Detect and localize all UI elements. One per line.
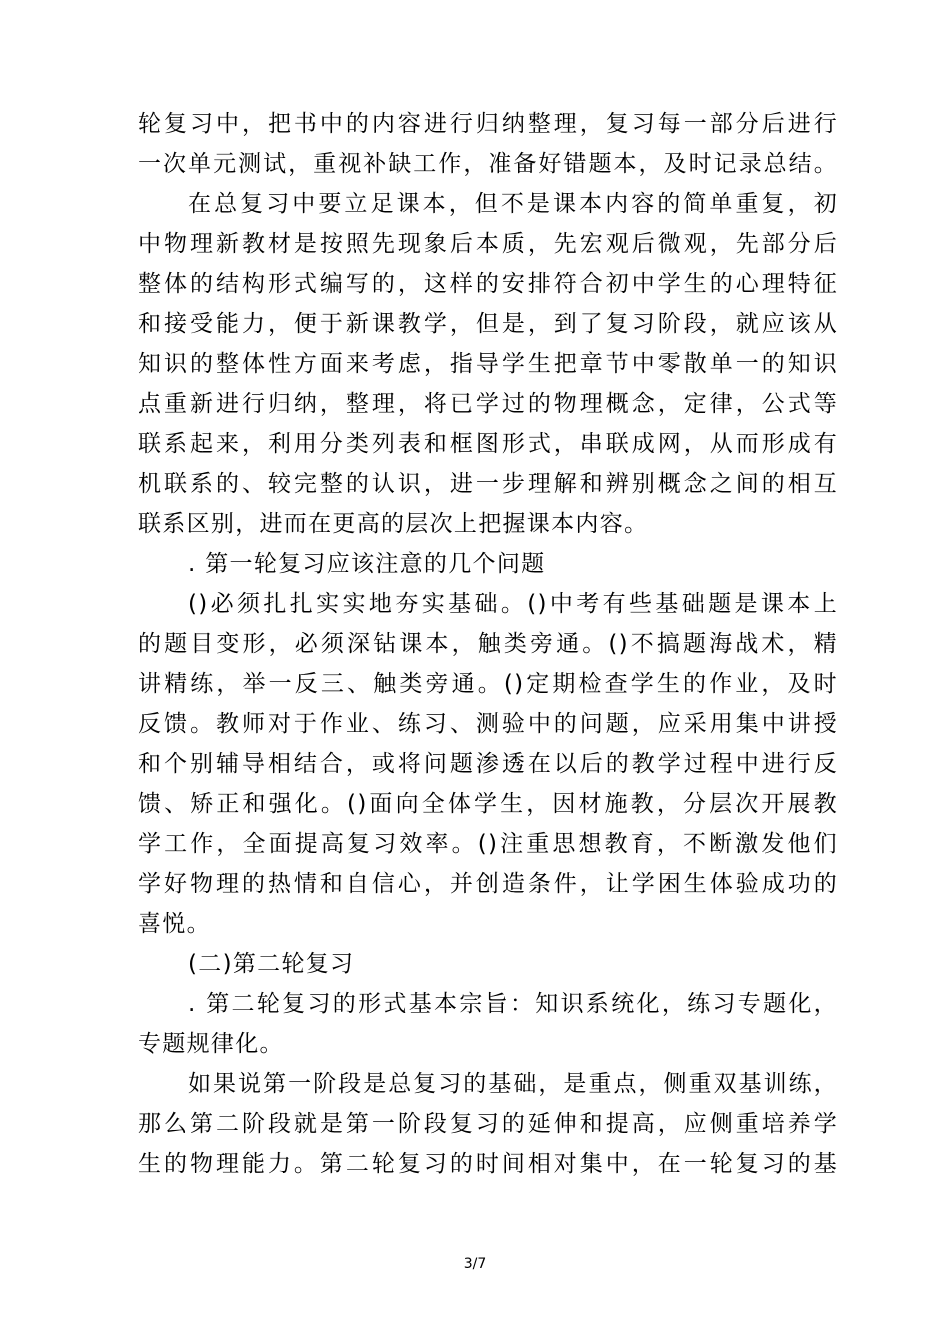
text-line: 和接受能力，便于新课教学，但是，到了复习阶段，就应该从 (138, 311, 838, 337)
text-line: 那么第二阶段就是第一阶段复习的延伸和提高，应侧重培养学 (138, 1111, 838, 1137)
text-line: 馈、矫正和强化。()面向全体学生，因材施教，分层次开展教 (138, 791, 838, 817)
text-line: 学好物理的热情和自信心，并创造条件，让学困生体验成功的 (138, 871, 838, 897)
body-text (138, 104, 838, 1184)
text-line: 学工作，全面提高复习效率。()注重思想教育，不断激发他们 (138, 831, 838, 857)
text-line: 反馈。教师对于作业、练习、测验中的问题，应采用集中讲授 (138, 711, 838, 737)
text-line: 点重新进行归纳，整理，将已学过的物理概念，定律，公式等 (138, 391, 838, 417)
text-line: 如果说第一阶段是总复习的基础，是重点，侧重双基训练， (188, 1071, 838, 1097)
text-line: 讲精练，举一反三、触类旁通。()定期检查学生的作业，及时 (138, 671, 838, 697)
text-line: 和个别辅导相结合，或将问题渗透在以后的教学过程中进行反 (138, 751, 838, 777)
text-line: 轮复习中，把书中的内容进行归纳整理，复习每一部分后进行 (138, 111, 838, 137)
text-line: 一次单元测试，重视补缺工作，准备好错题本，及时记录总结。 (138, 151, 838, 177)
text-line: 中物理新教材是按照先现象后本质，先宏观后微观，先部分后 (138, 231, 838, 257)
text-line: . 第二轮复习的形式基本宗旨：知识系统化，练习专题化， (188, 991, 838, 1017)
page-number: 3/7 (463, 1256, 487, 1272)
text-line: . 第一轮复习应该注意的几个问题 (188, 551, 546, 577)
text-line: 在总复习中要立足课本，但不是课本内容的简单重复，初 (188, 191, 838, 217)
text-line: 联系区别，进而在更高的层次上把握课本内容。 (138, 511, 649, 537)
text-line: 联系起来，利用分类列表和框图形式，串联成网，从而形成有 (138, 431, 838, 457)
text-line: ()必须扎扎实实地夯实基础。()中考有些基础题是课本上 (188, 591, 838, 617)
text-line: 整体的结构形式编写的，这样的安排符合初中学生的心理特征 (138, 271, 838, 297)
text-line: 机联系的、较完整的认识，进一步理解和辨别概念之间的相互 (138, 471, 838, 497)
text-line: 专题规律化。 (138, 1031, 284, 1057)
text-line: 生的物理能力。第二轮复习的时间相对集中，在一轮复习的基 (138, 1151, 838, 1177)
text-line: 喜悦。 (138, 911, 211, 937)
text-line: 知识的整体性方面来考虑，指导学生把章节中零散单一的知识 (138, 351, 838, 377)
text-line: 的题目变形，必须深钻课本，触类旁通。()不搞题海战术，精 (138, 631, 838, 657)
text-line: (二)第二轮复习 (188, 951, 355, 977)
